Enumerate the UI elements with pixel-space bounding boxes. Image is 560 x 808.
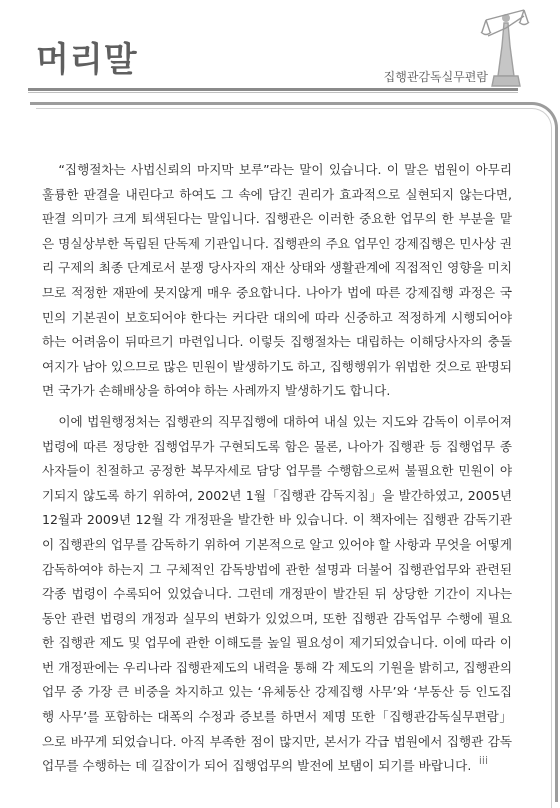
header-rule-thin	[28, 92, 518, 93]
page-number: iii	[478, 754, 488, 767]
paragraph-1: “집행절차는 사법신뢰의 마지막 보루”라는 말이 있습니다. 이 말은 법원이 아무리 훌륭한 판결을 내린다고 하여도 그 속에 담긴 권리가 효과적으로 실현되지 않는다면, 판결 의미가 크게 퇴색된다는 말입니다. 집행관은 이러한 중요한 업무의 한 부분을 맡은 명실상부한 독립된 단독제 기관입니다. 집행관의 주요 업무인 강제집행은 민사상 권리 구제의 최종 단계로서 분쟁 당사자의 재산 상태와 생활관계에 직접적인 영향을 미치므로 적정한 재판에 못지않게 매우 중요합니다. 나아가 법에 따른 강제집행 과정은 국민의 기본권이 보호되어야 한다는 커다란 대의에 따라 신중하고 적정하게 시행되어야 하는 어려움이 뒤따르기 마련입니다. 이렇듯 집행절차는 대립하는 이해당사자의 충돌 여지가 남아 있으므로 많은 민원이 발생하기도 하고, 집행행위가 위법한 것으로 판명되면 국가가 손해배상을 하여야 하는 사례까지 발생하기도 합니다.	[42, 162, 512, 399]
running-header-book-title: 집행관감독실무편람	[383, 70, 488, 84]
preface-body	[42, 158, 512, 779]
header-rule	[28, 88, 518, 91]
page-header	[0, 0, 560, 100]
paragraph-2: 이에 법원행정처는 집행관의 직무집행에 대하여 내실 있는 지도와 감독이 이루어져 법령에 따른 정당한 집행업무가 구현되도록 함은 물론, 나아가 집행관 등 집행업무 종사자들이 친절하고 공정한 복무자세로 담당 업무를 수행함으로써 불필요한 민원이 야기되지 않도록 하기 위하여, 2002년 1월「집행관 감독지침」을 발간하였고, 2005년 12월과 2009년 12월 각 개정판을 발간한 바 있습니다. 이 책자에는 집행관 감독기관이 집행관의 업무를 감독하기 위하여 기본적으로 알고 있어야 할 사항과 무엇을 어떻게 감독하여야 하는지 그 구체적인 감독방법에 관한 설명과 더불어 집행관업무와 관련된 각종 법령이 수록되어 있었습니다. 그런데 개정판이 발간된 뒤 상당한 기간이 지나는 동안 관련 법령의 개정과 실무의 변화가 있었으며, 또한 집행관 감독업무 수행에 필요한 집행관 제도 및 업무에 관한 이해도를 높일 필요성이 제기되었습니다. 이에 따라 이번 개정판에는 우리나라 집행관제도의 내력을 통해 각 제도의 기원을 밝히고, 집행관의 업무 중 가장 큰 비중을 차지하고 있는 ‘유체동산 강제집행 사무’와 ‘부동산 등 인도집행 사무’를 포함하는 대폭의 수정과 증보를 하면서 제명 또한「집행관감독실무편람」으로 바꾸게 되었습니다. 아직 부족한 점이 많지만, 본서가 각급 법원에서 집행관 감독업무를 수행하는 데 길잡이가 되어 집행업무의 발전에 보탬이 되기를 바랍니다.	[42, 413, 512, 774]
scales-of-justice-statue-icon	[478, 6, 530, 90]
page-title: 머리말	[36, 40, 138, 80]
